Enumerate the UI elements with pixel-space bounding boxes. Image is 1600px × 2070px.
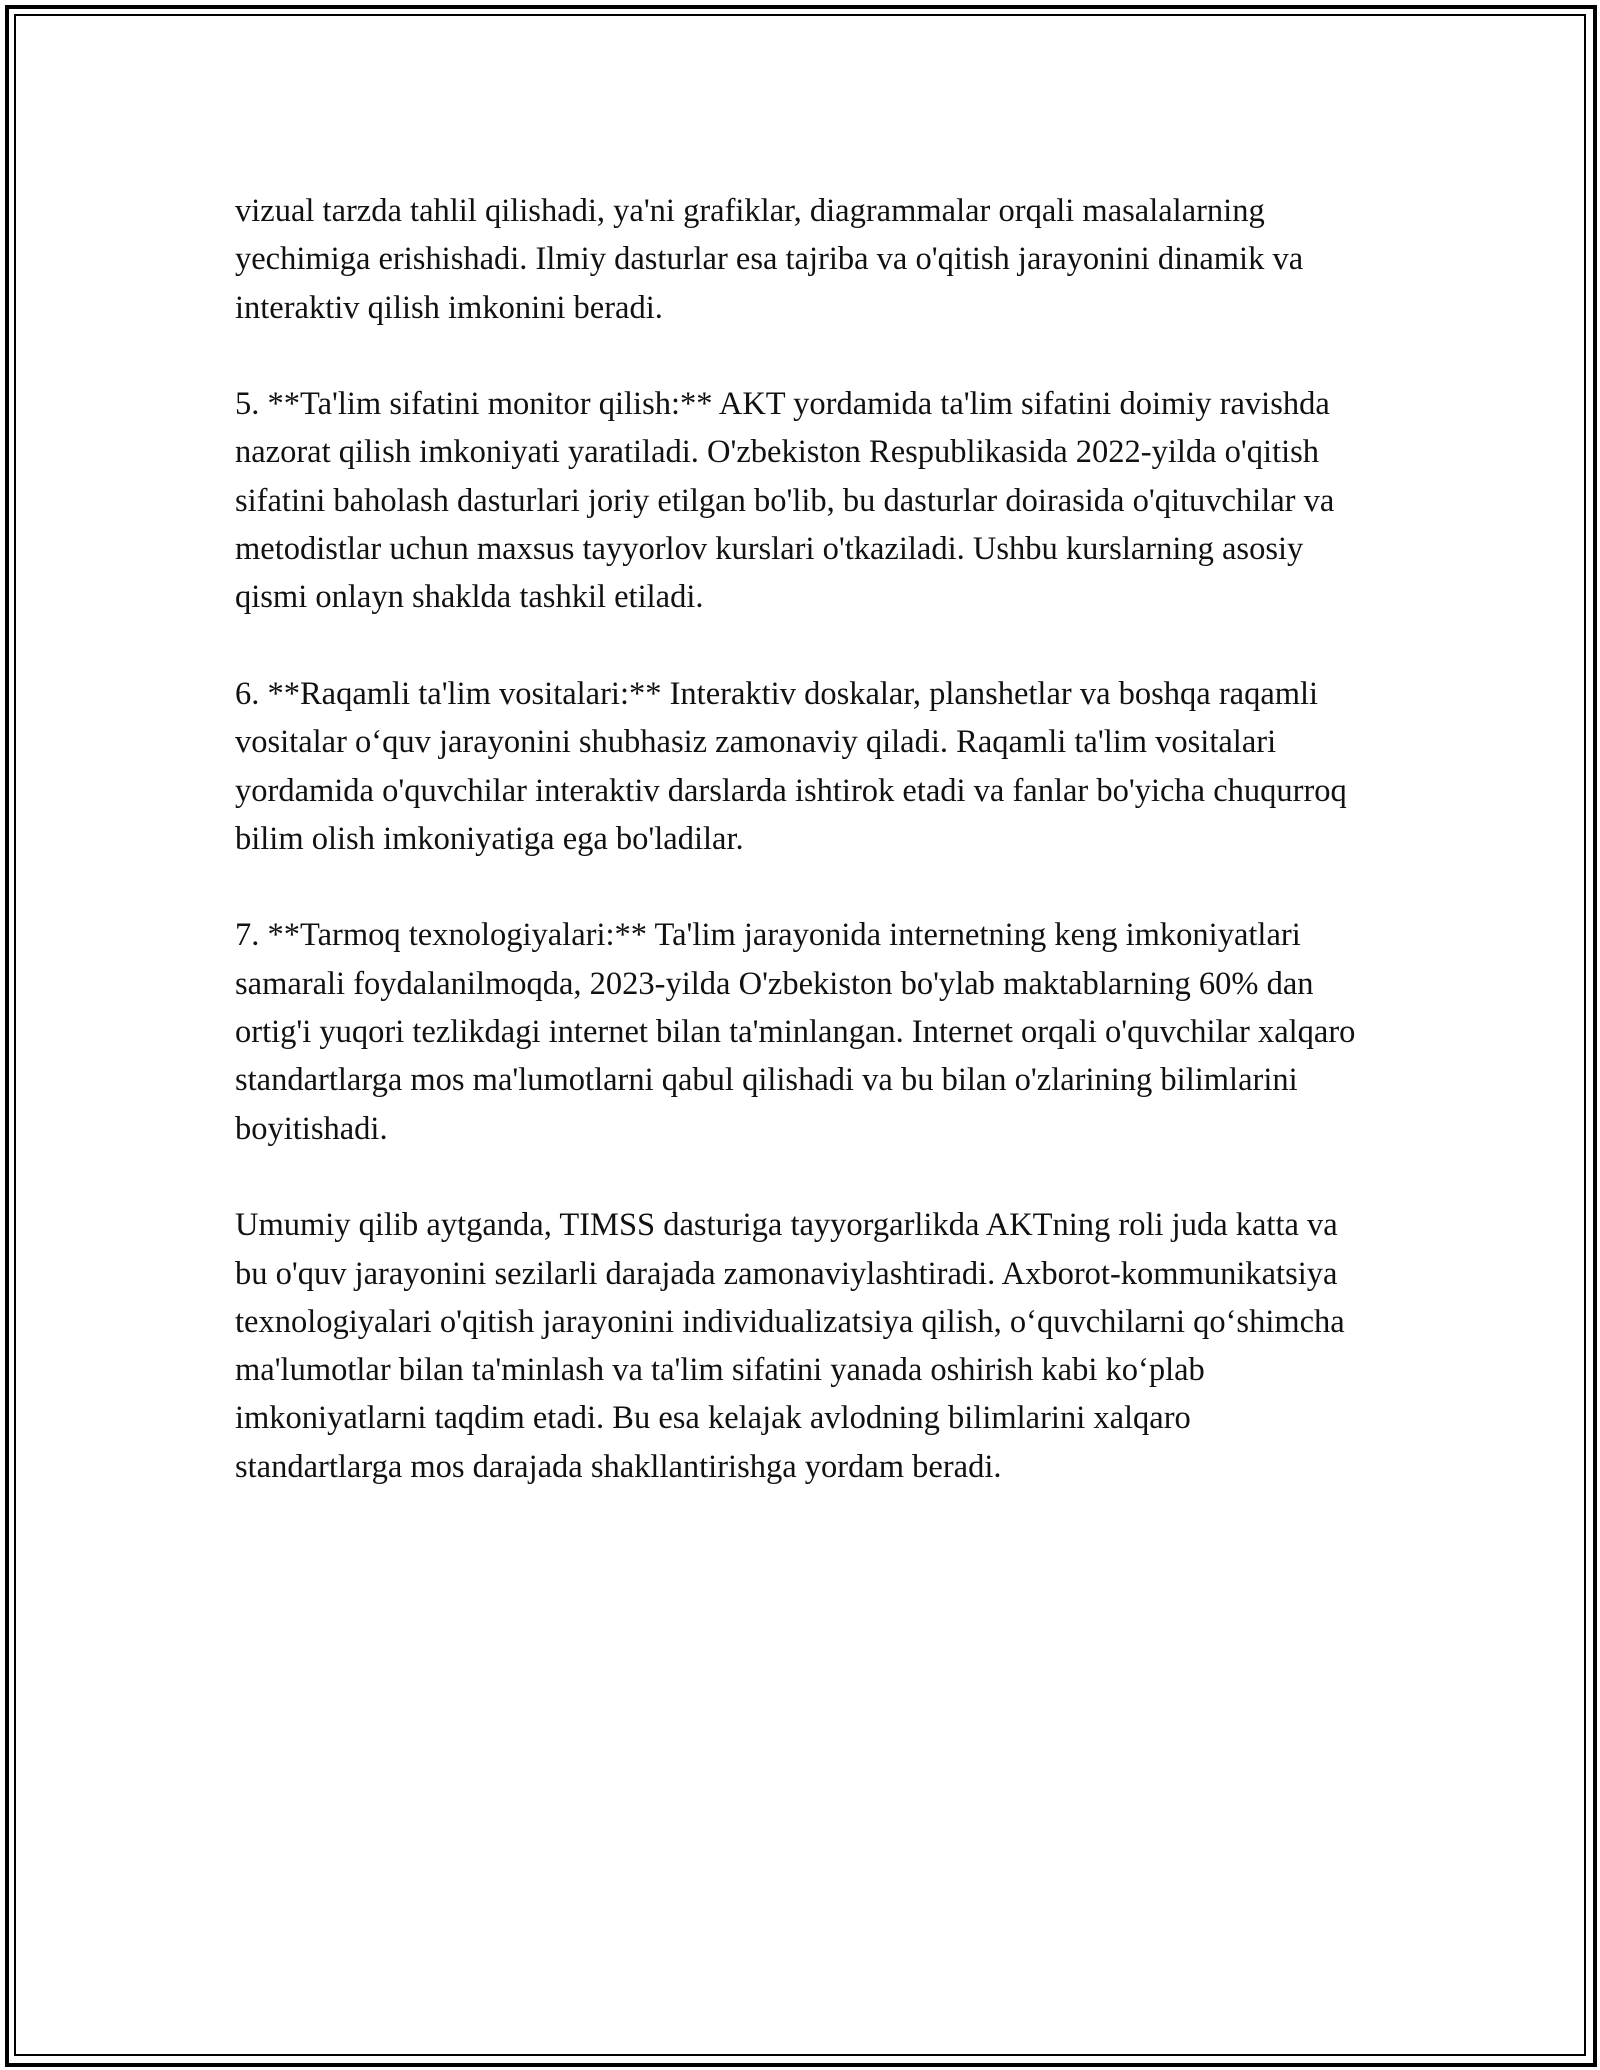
paragraph-item-7-network-technologies: 7. **Tarmoq texnologiyalari:** Ta'lim jarayonida internetning keng imkoniyatlari samarali foydalanilmoqda, 2023-yilda O'zbekiston bo'ylab maktablarning 60% dan ortig'i yuqori tezlikdagi internet bilan ta'minlangan. Internet orqali o'quvchilar xalqaro standartlarga mos ma'lumotlarni qabul qilishadi va bu bilan o'zlarining bilimlarini boyitishadi. bbox=[235, 917, 1356, 1147]
document-body bbox=[235, 187, 1365, 1539]
paragraph-item-6-digital-tools: 6. **Raqamli ta'lim vositalari:** Interaktiv doskalar, planshetlar va boshqa raqamli vositalar o‘quv jarayonini shubhasiz zamonaviy qiladi. Raqamli ta'lim vositalari yordamida o'quvchilar interaktiv darslarda ishtirok etadi va fanlar bo'yicha chuqurroq bilim olish imkoniyatiga ega bo'ladilar. bbox=[235, 675, 1347, 857]
paragraph-item-5-quality-monitoring: 5. **Ta'lim sifatini monitor qilish:** AKT yordamida ta'lim sifatini doimiy ravishda nazorat qilish imkoniyati yaratiladi. O'zbekiston Respublikasida 2022-yilda o'qitish sifatini baholash dasturlari joriy etilgan bo'lib, bu dasturlar doirasida o'qituvchilar va metodistlar uchun maxsus tayyorlov kurslari o'tkaziladi. Ushbu kurslarning asosiy qismi onlayn shaklda tashkil etiladi. bbox=[235, 386, 1335, 616]
paragraph-continuation: vizual tarzda tahlil qilishadi, ya'ni grafiklar, diagrammalar orqali masalalarning yechimiga erishishadi. Ilmiy dasturlar esa tajriba va o'qitish jarayonini dinamik va interaktiv qilish imkonini beradi. bbox=[235, 193, 1304, 326]
paragraph-conclusion: Umumiy qilib aytganda, TIMSS dasturiga tayyorgarlikda AKTning roli juda katta va bu o'quv jarayonini sezilarli darajada zamonaviylashtiradi. Axborot-kommunikatsiya texnologiyalari o'qitish jarayonini individualizatsiya qilish, o‘quvchilarni qo‘shimcha ma'lumotlar bilan ta'minlash va ta'lim sifatini yanada oshirish kabi ko‘plab imkoniyatlarni taqdim etadi. Bu esa kelajak avlodning bilimlarini xalqaro standartlarga mos darajada shakllantirishga yordam beradi. bbox=[235, 1207, 1345, 1485]
